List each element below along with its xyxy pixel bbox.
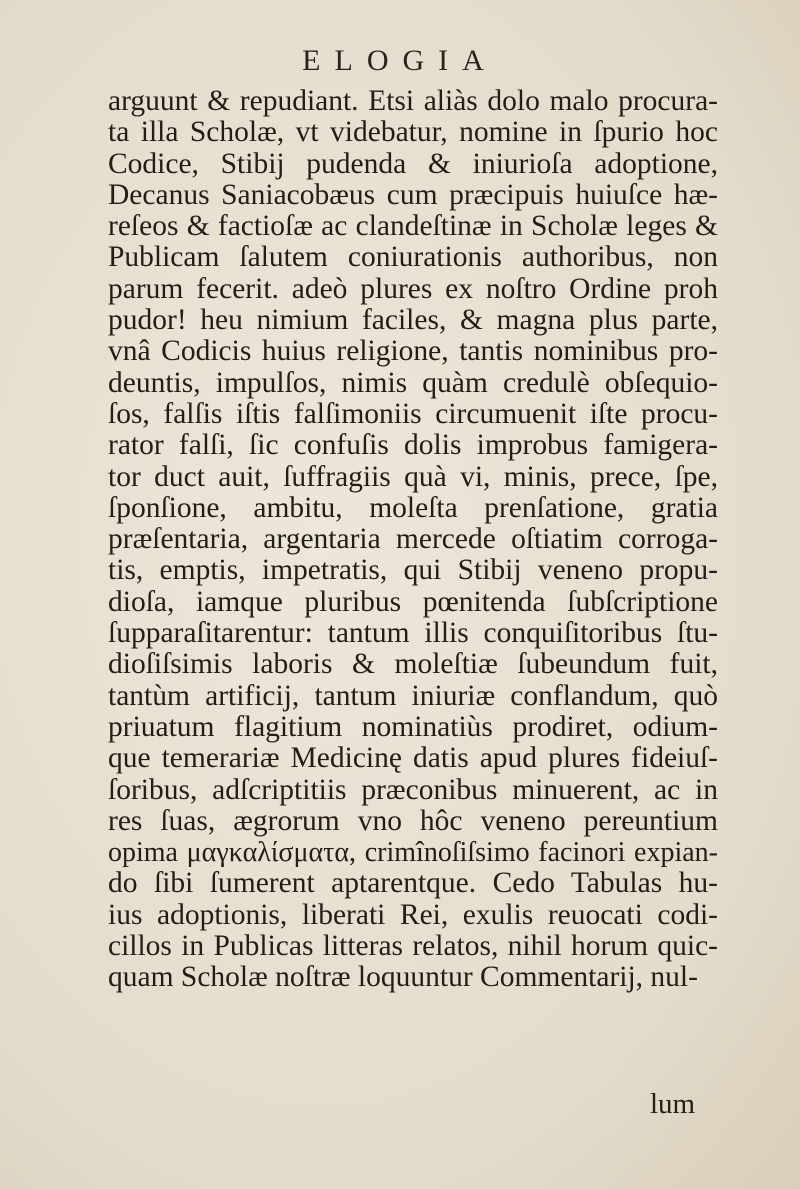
text-line-19: dioſiſsimis laboris & moleſtiæ ſubeundum fuit, bbox=[108, 648, 718, 681]
text-line-2: ta illa Scholæ, vt videbatur, nomine in ſpurio hoc bbox=[108, 116, 718, 149]
text-line-27: ius adoptionis, liberati Rei, exulis reuocati codi- bbox=[108, 898, 718, 931]
body-text bbox=[108, 86, 718, 994]
text-line-20: tantùm artificij, tantum iniuriæ conflandum, quò bbox=[108, 679, 718, 712]
text-line-24: res ſuas, ægrorum vno hôc veneno pereuntium bbox=[108, 804, 718, 837]
text-line-25: opima μαγκαλίσματα, crimînoſiſsimo facinori expian- bbox=[108, 837, 718, 869]
text-line-8: pudor! heu nimium faciles, & magna plus parte, bbox=[108, 304, 718, 337]
text-line-26: do ſibi ſumerent aptarentque. Cedo Tabulas hu- bbox=[108, 867, 718, 900]
text-line-21: priuatum flagitium nominatiùs prodiret, odium- bbox=[108, 710, 718, 743]
text-line-14: ſponſione, ambitu, moleſta prenſatione, gratia bbox=[108, 491, 718, 524]
text-line-4: Decanus Saniacobæus cum præcipuis huiuſce hæ- bbox=[108, 178, 718, 211]
text-line-23: ſoribus, adſcriptitiis præconibus minuerent, ac in bbox=[108, 773, 718, 806]
text-line-12: rator falſi, ſic confuſis dolis improbus famigera- bbox=[108, 429, 718, 462]
text-line-28: cillos in Publicas litteras relatos, nihil horum quic- bbox=[108, 930, 718, 963]
text-line-15: præſentaria, argentaria mercede oſtiatim corroga- bbox=[108, 523, 718, 556]
text-line-18: ſupparaſitarentur: tantum illis conquiſitoribus ſtu- bbox=[108, 617, 718, 650]
catchword: lum bbox=[650, 1088, 696, 1120]
text-line-3: Codice, Stibij pudenda & iniurioſa adoptione, bbox=[108, 147, 718, 180]
text-line-17: dioſa, iamque pluribus pœnitenda ſubſcriptione bbox=[108, 585, 718, 618]
text-line-29: quam Scholæ noſtræ loquuntur Commentarij, nul- bbox=[108, 961, 698, 994]
text-line-1: arguunt & repudiant. Etsi aliàs dolo malo procura- bbox=[108, 85, 718, 117]
text-line-7: parum fecerit. adeò plures ex noſtro Ordine proh bbox=[108, 272, 718, 305]
text-line-10: deuntis, impulſos, nimis quàm credulè obſequio- bbox=[108, 366, 718, 399]
text-line-22: que temerariæ Medicinę datis apud plures fideiuſ- bbox=[108, 742, 718, 775]
text-line-16: tis, emptis, impetratis, qui Stibij veneno propu- bbox=[108, 554, 718, 587]
text-line-13: tor duct auit, ſuffragiis quà vi, minis, prece, ſpe, bbox=[108, 460, 718, 493]
text-line-11: ſos, falſis iſtis falſimoniis circumuenit iſte procu- bbox=[108, 397, 718, 430]
text-line-5: reſeos & factioſæ ac clandeſtinæ in Scholæ leges & bbox=[108, 210, 718, 243]
text-line-6: Publicam ſalutem coniurationis authoribus, non bbox=[108, 241, 718, 274]
running-header: ELOGIA bbox=[302, 44, 498, 77]
text-line-9: vnâ Codicis huius religione, tantis nominibus pro- bbox=[108, 335, 718, 368]
